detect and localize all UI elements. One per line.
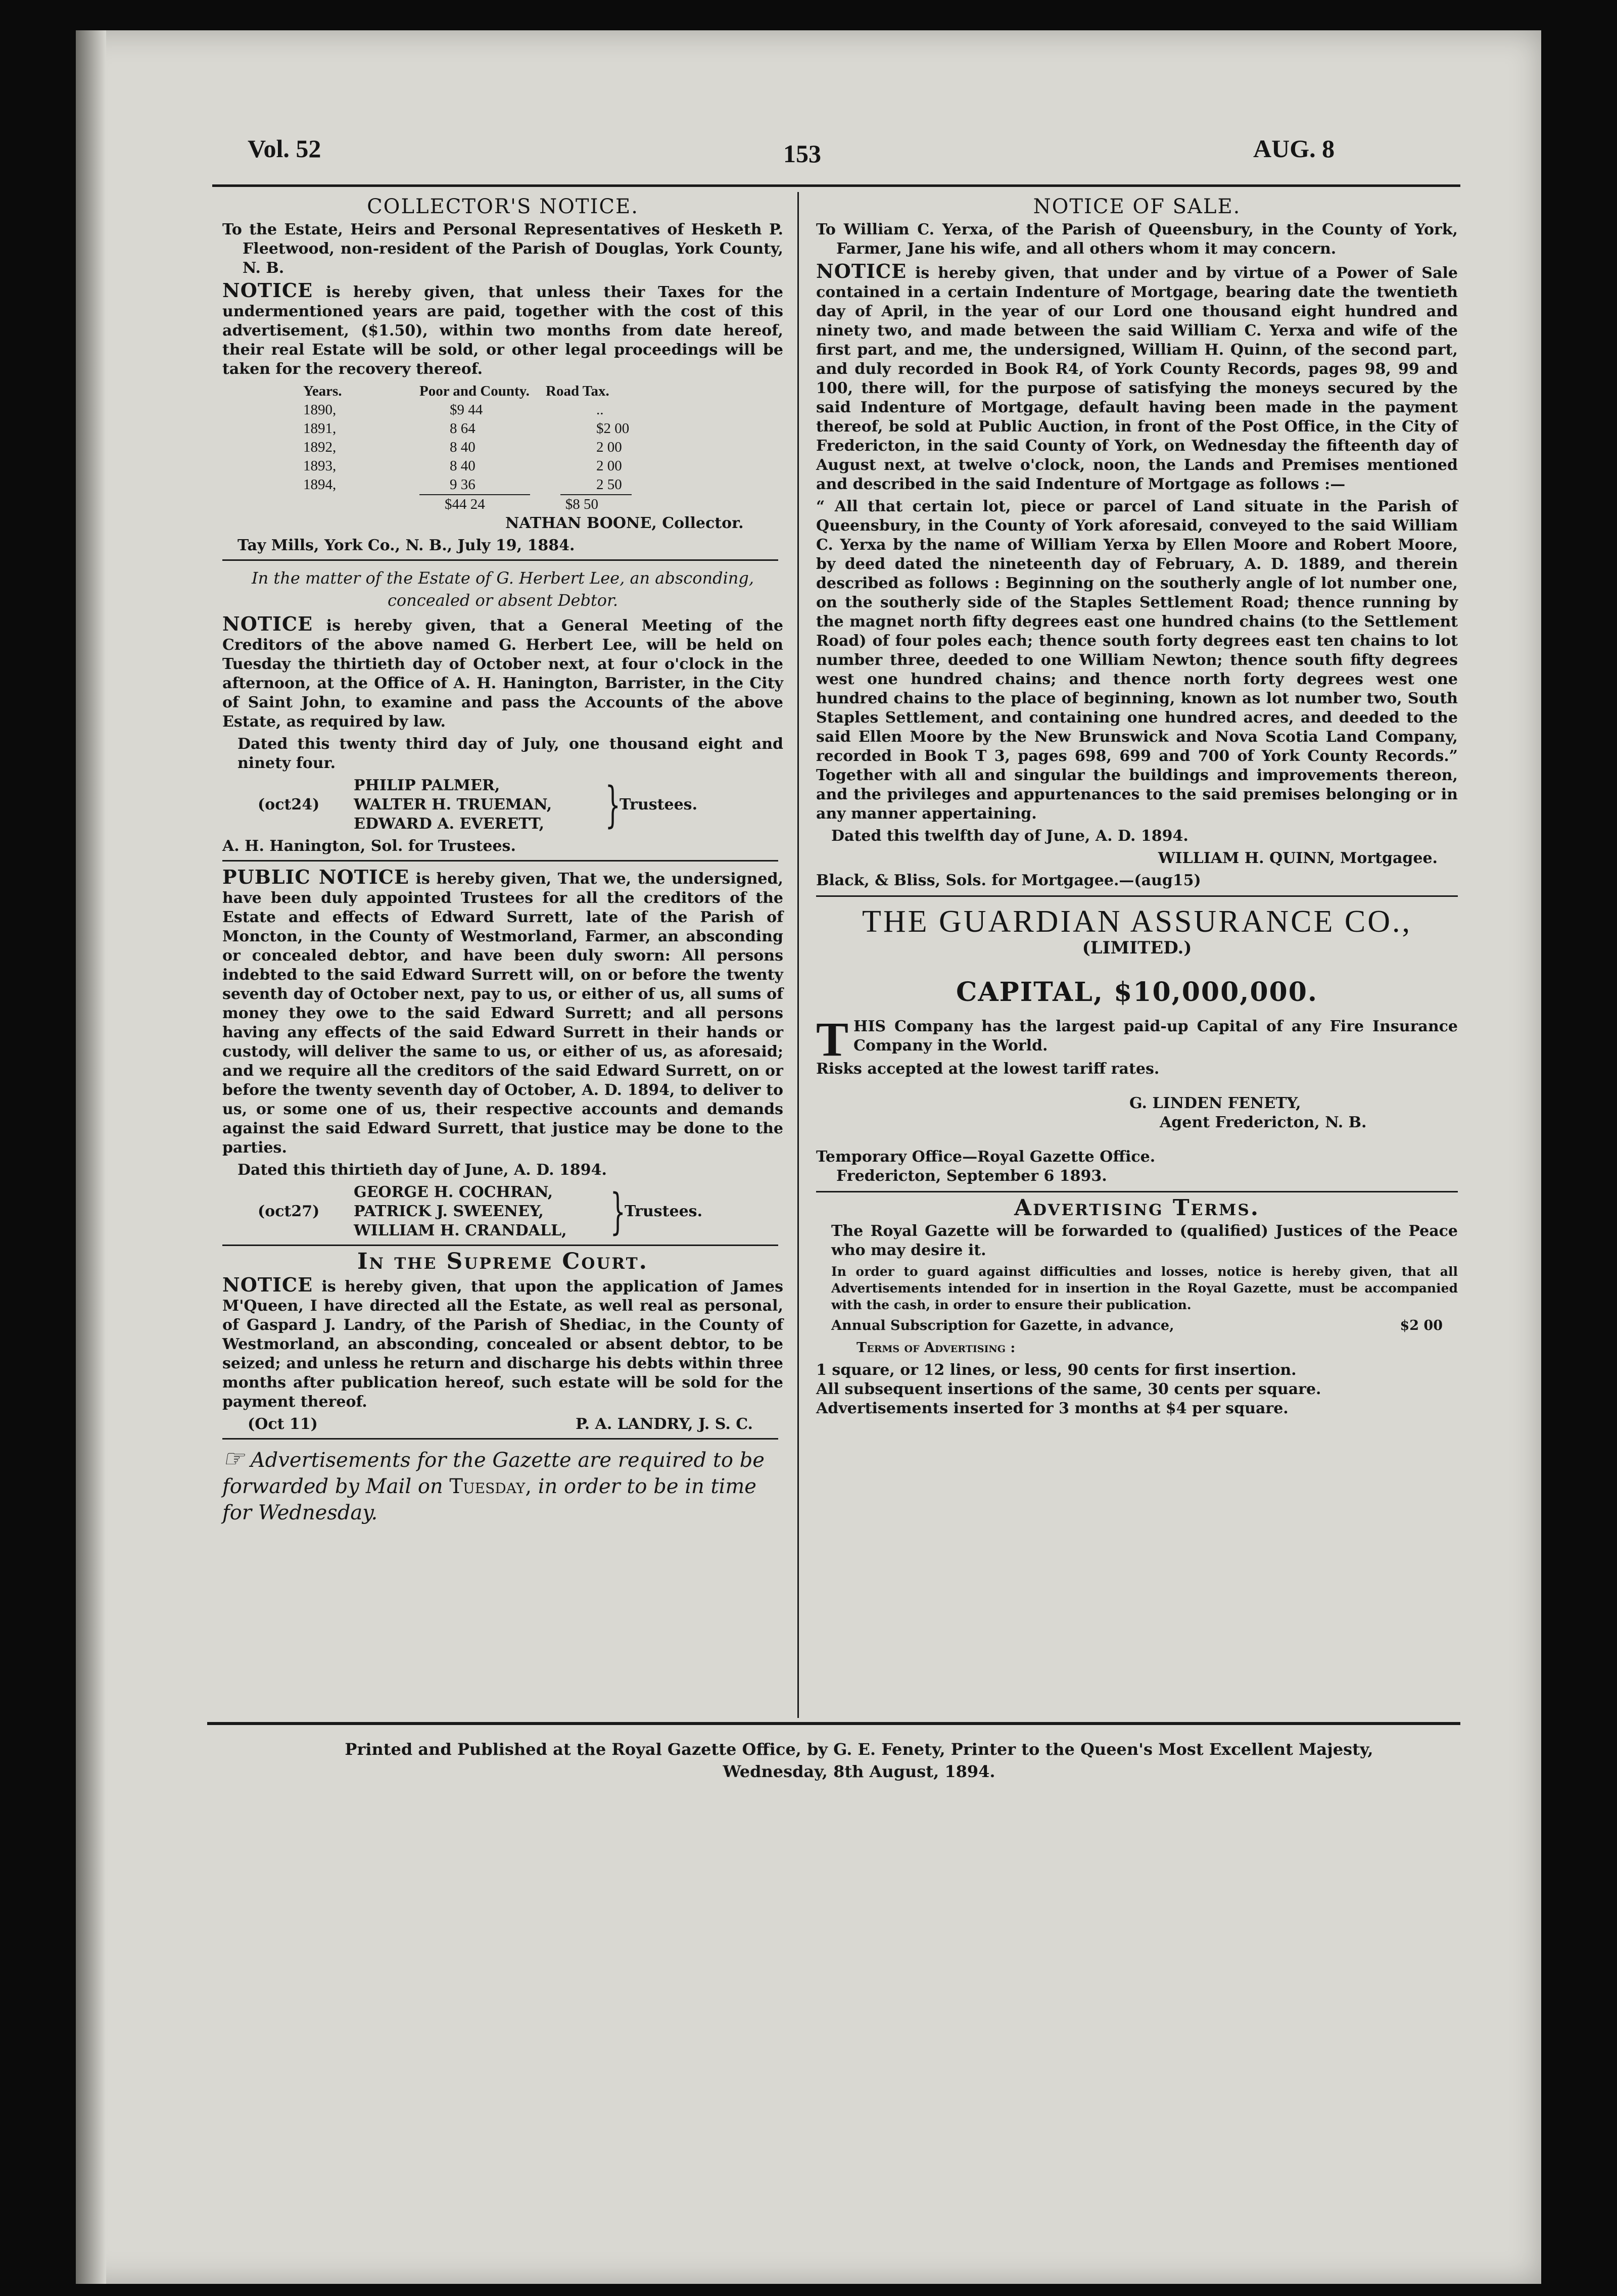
- tax-col-years: Years.: [303, 383, 342, 399]
- total-poor: $44 24: [419, 494, 530, 514]
- guardian-assurance-ad: [816, 904, 1458, 1186]
- term-line: 1 square, or 12 lines, or less, 90 cents for first insertion.: [816, 1361, 1297, 1379]
- section-divider: [222, 559, 778, 561]
- tax-year: 1892,: [303, 439, 337, 455]
- section-divider: [816, 895, 1458, 897]
- notice-of-sale: [816, 197, 1458, 890]
- notice-lead: NOTICE: [222, 1273, 313, 1296]
- tax-poor: $9 44: [450, 402, 483, 418]
- header-rule: [212, 184, 1460, 187]
- lee-solicitor: A. H. Hanington, Sol. for Trustees.: [222, 837, 516, 855]
- lee-notice-body: is hereby given, that a General Meeting of the Creditors of the above named G. Herbert Lee, will be held on Tuesday the thirtieth day of October next, at four o'clock in the afternoon, at the Office of A. H. Hanington, Barrister, in the City of Saint John, to examine and pass the Accounts of the above Estate, as required by law.: [222, 617, 783, 731]
- surrett-trustees-signature: [222, 1183, 783, 1240]
- guardian-capital: CAPITAL, $10,000,000.: [956, 977, 1318, 1008]
- mail-deadline-text: Advertisements for the Gazette are required to be forwarded by Mail on: [222, 1449, 765, 1498]
- volume-number: Vol. 52: [248, 134, 321, 163]
- mail-deadline-day: Tuesday,: [449, 1475, 532, 1498]
- tax-year: 1893,: [303, 458, 337, 474]
- terms-paragraph-2: In order to guard against difficulties and losses, notice is hereby given, that all Advertisements intended for in insertion in the Royal Gazette, must be accompanied with the cash, in order to ensure their publication.: [831, 1264, 1458, 1312]
- insertion-tag: (oct27): [258, 1203, 320, 1220]
- collectors-notice-title: COLLECTOR'S NOTICE.: [367, 195, 639, 218]
- notice-of-sale-title: NOTICE OF SALE.: [1033, 195, 1241, 218]
- lee-trustees-signature: [222, 776, 783, 834]
- advertising-terms-title: Advertising Terms.: [1014, 1195, 1260, 1221]
- notice-of-sale-body: is hereby given, that under and by virtue of a Power of Sale contained in a certain Indenture of Mortgage, bearing date the twentieth day of April, in the year of our Lord one thousand eight hundred and ninety two, and made between the said William C. Yerxa and wife of the first part, and me, the undersigned, William H. Quinn, of the second part, and duly recorded in Book R4, of York County Records, pages 98, 99 and 100, there will, for the purpose of satisfying the moneys secured by the said Indenture of Mortgage, default having been made in the payment thereof, be sold at Public Auction, in front of the Post Office, in the City of Fredericton, in the said County of York, on Wednesday the fifteenth day of August next, at twelve o'clock, noon, the Lands and Premises mentioned and described in the said Indenture of Mortgage as follows :—: [816, 264, 1458, 493]
- page-number: 153: [783, 139, 821, 168]
- table-row: [303, 475, 783, 494]
- annual-subscription-price: $2 00: [1400, 1318, 1443, 1333]
- supreme-court-notice: [222, 1249, 784, 1434]
- tax-table: [303, 382, 783, 514]
- notice-of-sale-address: To William C. Yerxa, of the Parish of Queensbury, in the County of York, Farmer, Jane his wife, and all others whom it may concern.: [816, 221, 1458, 258]
- agent-location: Agent Fredericton, N. B.: [1160, 1114, 1367, 1131]
- imprint-line-2: Wednesday, 8th August, 1894.: [723, 1762, 995, 1781]
- right-column: [816, 197, 1458, 1418]
- collectors-notice-body: is hereby given, that unless their Taxes for the undermentioned years are paid, together with the cost of this advertisement, ($1.50), within two months from date hereof, their real Estate will be sold, or other legal proceedings will be taken for the recovery thereof.: [222, 283, 783, 378]
- mortgagee-solicitors: Black, & Bliss, Sols. for Mortgagee.—(aug15): [816, 872, 1201, 889]
- collectors-notice: [222, 197, 783, 555]
- collectors-dateline: Tay Mills, York Co., N. B., July 19, 1884.: [237, 537, 575, 554]
- term-line: All subsequent insertions of the same, 30 cents per square.: [816, 1380, 1321, 1398]
- judge-signature: P. A. LANDRY, J. S. C.: [576, 1415, 753, 1433]
- table-row: [303, 401, 783, 419]
- lee-notice-heading: In the matter of the Estate of G. Herbert Lee, an absconding, concealed or absent Debtor.: [251, 568, 754, 610]
- tax-poor: 8 40: [450, 458, 475, 474]
- section-divider: [816, 1191, 1458, 1192]
- trustee-name: PHILIP PALMER,: [354, 777, 500, 794]
- table-row: [303, 419, 783, 438]
- supreme-court-title: In the Supreme Court.: [357, 1249, 648, 1274]
- terms-heading: Terms of Advertising :: [857, 1340, 1016, 1356]
- gazette-page: [76, 30, 1541, 2284]
- insertion-tag: (oct24): [258, 796, 320, 814]
- tax-road: $2 00: [596, 420, 630, 437]
- brace-glyph: }: [605, 777, 621, 833]
- lee-notice-dated: Dated this twenty third day of July, one thousand eight and ninety four.: [237, 735, 783, 772]
- notice-of-sale-dated: Dated this twelfth day of June, A. D. 1894.: [831, 827, 1188, 845]
- left-column: [222, 197, 783, 1529]
- tax-year: 1894,: [303, 476, 337, 493]
- tax-road: 2 00: [596, 458, 622, 474]
- public-notice-body: is hereby given, That we, the undersigned, have been duly appointed Trustees for all the creditors of the Estate and effects of Edward Surrett, late of the Parish of Moncton, in the County of Westmorland, Farmer, an absconding or concealed debtor, and have been duly sworn: All persons indebted to the said Edward Surrett will, on or before the twenty seventh day of October next, pay to us, or either of us, all sums of money they owe to the said Edward Surrett; and all persons having any effects of the said Edward Surrett in their hands or custody, will deliver the same to us, or either of us, as aforesaid; and we require all the creditors of the said Edward Surrett, on or before the twenty seventh day of October, A. D. 1894, to deliver to us, or some one of us, their respective accounts and demands against the said Edward Surrett, that justice may be done to the parties.: [222, 870, 784, 1157]
- trustees-label: Trustees.: [620, 796, 698, 814]
- trustee-names: [354, 776, 601, 834]
- trustees-label: Trustees.: [625, 1203, 703, 1220]
- mail-deadline-text-end: in order to be in time for Wednesday.: [222, 1475, 756, 1524]
- tax-year: 1891,: [303, 420, 337, 437]
- section-divider: [222, 1245, 778, 1246]
- tax-road: 2 00: [596, 439, 622, 455]
- tax-road: ..: [596, 402, 604, 418]
- tax-year: 1890,: [303, 402, 337, 418]
- supreme-court-body: is hereby given, that upon the application of James M'Queen, I have directed all the Estate, as well real as personal, of Gaspard J. Landry, of the Parish of Shediac, in the County of Westmorland, an absconding, concealed or absent debtor, to be seized; and unless he return and discharge his debts within three months after publication hereof, such estate will be sold for the payment thereof.: [222, 1278, 784, 1411]
- mortgagee-signature: WILLIAM H. QUINN, Mortgagee.: [1158, 849, 1438, 867]
- annual-subscription-label: Annual Subscription for Gazette, in advance,: [831, 1318, 1174, 1333]
- section-divider: [222, 860, 778, 862]
- table-row: [303, 457, 783, 475]
- brace-glyph: }: [610, 1183, 626, 1240]
- collector-signature: NATHAN BOONE, Collector.: [505, 514, 744, 532]
- drop-cap: T: [816, 1012, 849, 1066]
- trustee-names: [354, 1183, 606, 1240]
- lee-estate-notice: [222, 567, 783, 856]
- insertion-tag: (Oct 11): [248, 1415, 318, 1433]
- annual-subscription: [816, 1316, 1458, 1335]
- tax-poor: 8 64: [450, 420, 475, 437]
- column-divider: [797, 192, 799, 1718]
- guardian-limited: (LIMITED.): [1082, 938, 1192, 958]
- guardian-text: HIS Company has the largest paid-up Capital of any Fire Insurance Company in the World.: [853, 1018, 1458, 1055]
- terms-paragraph-1: The Royal Gazette will be forwarded to (qualified) Justices of the Peace who may desire it.: [831, 1222, 1458, 1259]
- imprint-line-1: Printed and Published at the Royal Gazette Office, by G. E. Fenety, Printer to the Queen's Most Excellent Majesty,: [345, 1740, 1373, 1759]
- tax-col-road: Road Tax.: [546, 383, 609, 399]
- total-road: $8 50: [560, 494, 632, 514]
- agent-name: G. LINDEN FENETY,: [1129, 1094, 1301, 1112]
- table-row: [303, 438, 783, 457]
- trustee-name: GEORGE H. COCHRAN,: [354, 1183, 553, 1201]
- tax-col-poor-county: Poor and County.: [419, 383, 530, 399]
- guardian-title: THE GUARDIAN ASSURANCE CO.,: [862, 904, 1412, 939]
- supreme-court-signature: [222, 1415, 783, 1434]
- notice-lead: PUBLIC NOTICE: [222, 866, 409, 888]
- notice-lead: NOTICE: [222, 612, 313, 635]
- land-description: “ All that certain lot, piece or parcel of Land situate in the Parish of Queensbury, in the County of York aforesaid, conveyed to the said William C. Yerxa by the name of William Yerxa by Ellen Moore and Robert Moore, by deed dated the nineteenth day of February, A. D. 1889, and therein described as follows : Beginning on the southerly angle of lot number one, on the southerly side of the Staples Settlement Road; thence running by the magnet north fifty degrees east one hundred chains (to the Settlement Road) of four poles each; thence south forty degrees east ten chains to lot number three, deeded to one William Newton; thence south fifty degrees west one hundred chains; and thence north forty degrees west one hundred chains to the place of beginning, known as lot number two, South Staples Settlement, and containing one hundred acres, and deeded to the said Ellen Moore by the New Brunswick and Nova Scotia Land Company, recorded in Book T 3, pages 698, 699 and 700 of York County Records.” Together with all and singular the buildings and improvements thereon, and the privileges and appurtenances to the said premises belonging or in any manner appertaining.: [816, 498, 1458, 823]
- page-spine-shadow: [76, 30, 106, 2284]
- footer-rule: [207, 1722, 1460, 1725]
- advertising-terms: [816, 1195, 1458, 1418]
- pointing-hand-icon: ☞: [222, 1445, 245, 1473]
- trustee-name: EDWARD A. EVERETT,: [354, 815, 545, 833]
- tax-table-header: [303, 382, 783, 401]
- office-date: Fredericton, September 6 1893.: [836, 1167, 1107, 1185]
- tax-totals: [419, 494, 632, 514]
- tax-poor: 8 40: [450, 439, 475, 455]
- public-notice-dated: Dated this thirtieth day of June, A. D. 1894.: [237, 1161, 607, 1179]
- surrett-public-notice: [222, 868, 783, 1240]
- notice-lead: NOTICE: [816, 260, 907, 282]
- issue-date: AUG. 8: [1253, 134, 1335, 163]
- mail-deadline-notice: [222, 1446, 783, 1526]
- term-line: Advertisements inserted for 3 months at $4 per square.: [816, 1400, 1289, 1417]
- temporary-office: Temporary Office—Royal Gazette Office.: [816, 1148, 1156, 1166]
- notice-lead: NOTICE: [222, 279, 313, 302]
- trustee-name: WILLIAM H. CRANDALL,: [354, 1222, 567, 1239]
- guardian-risks: Risks accepted at the lowest tariff rates.: [816, 1060, 1160, 1078]
- collectors-notice-address: To the Estate, Heirs and Personal Representatives of Hesketh P. Fleetwood, non-resident of the Parish of Douglas, York County, N. B.: [222, 221, 783, 277]
- trustee-name: PATRICK J. SWEENEY,: [354, 1203, 544, 1220]
- tax-road: 2 50: [596, 476, 622, 493]
- tax-poor: 9 36: [450, 476, 475, 493]
- section-divider: [222, 1438, 778, 1440]
- trustee-name: WALTER H. TRUEMAN,: [354, 796, 552, 814]
